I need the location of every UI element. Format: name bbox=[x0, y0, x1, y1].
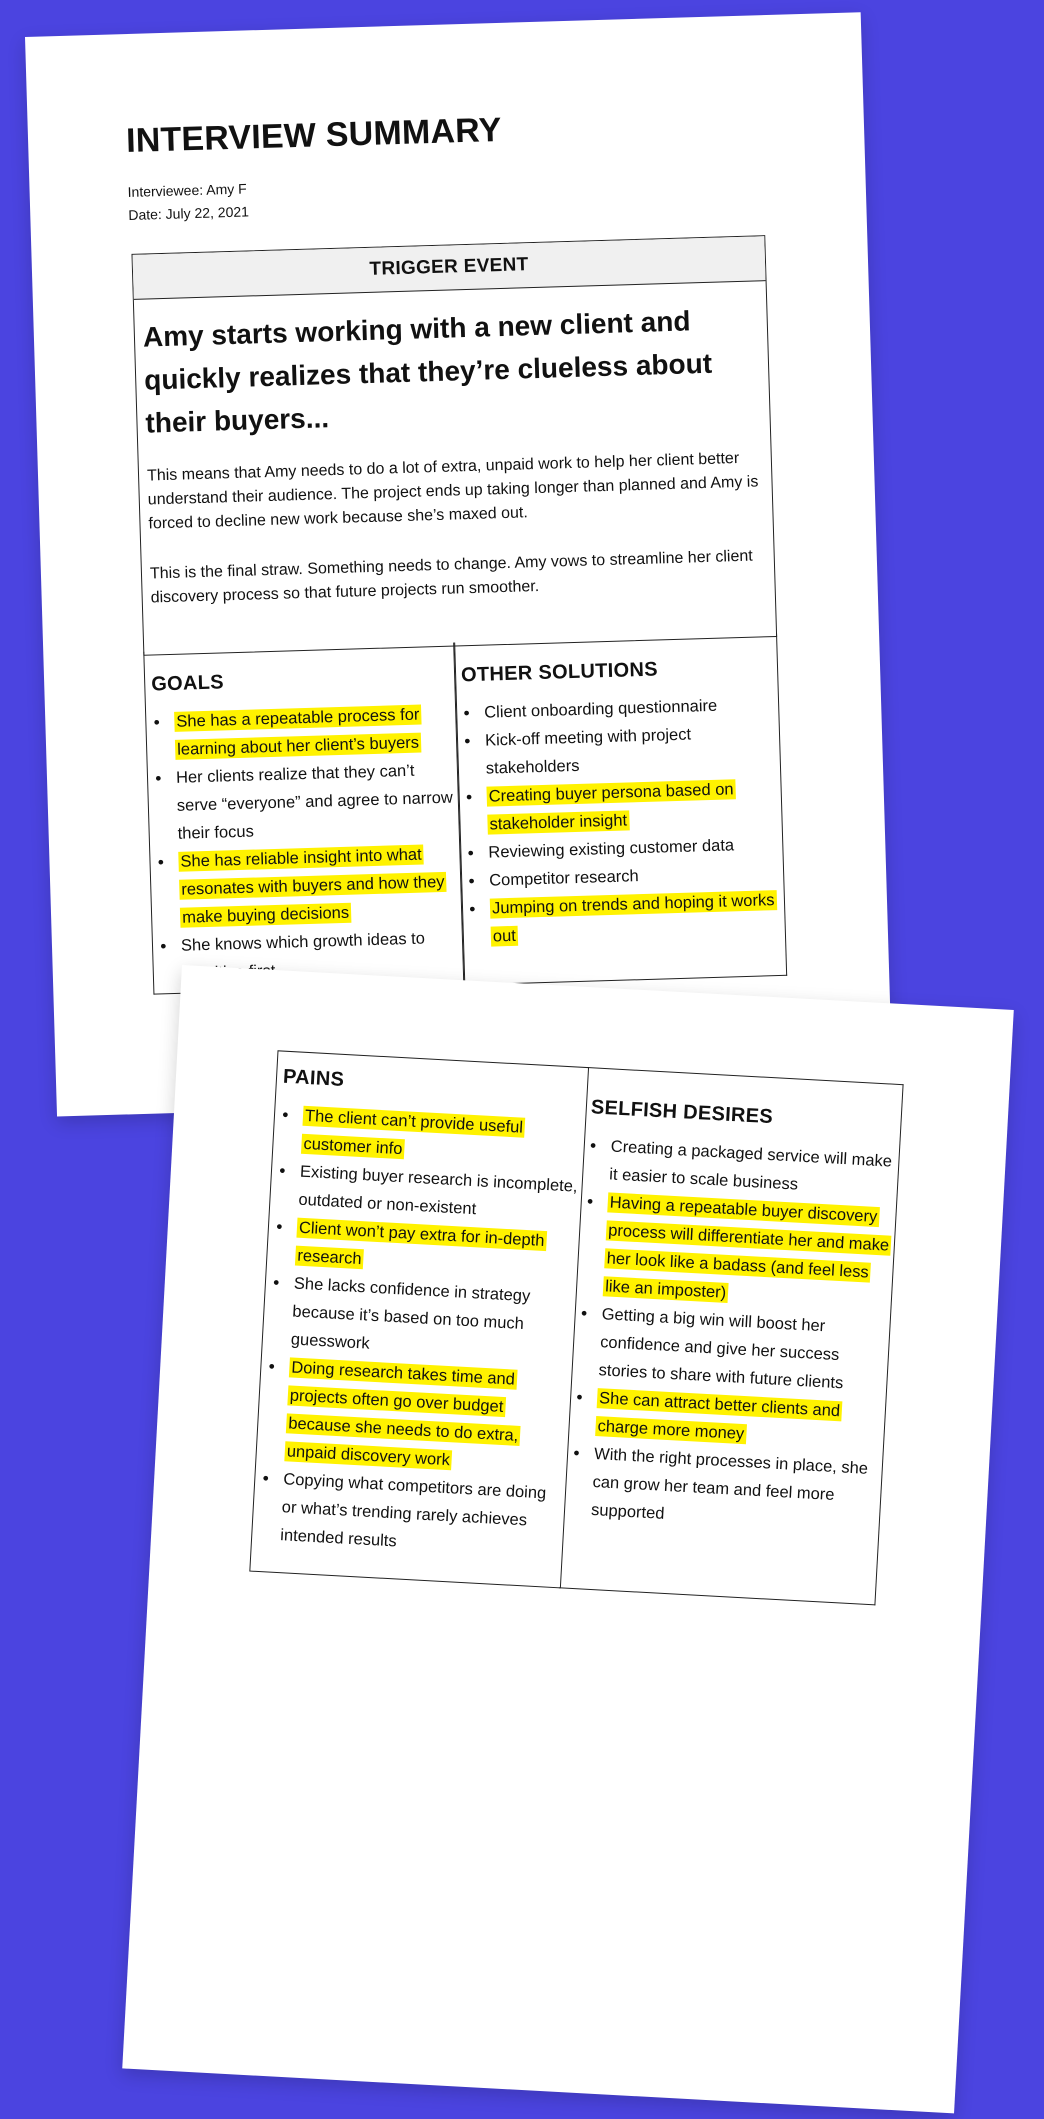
other-solutions-header: OTHER SOLUTIONS bbox=[460, 658, 659, 687]
selfish-desires-list bbox=[562, 1131, 899, 1540]
other-solutions-column bbox=[453, 633, 787, 985]
trigger-paragraph-2: This is the final straw. Something needs to change. Amy vows to streamline her client discovery process so that future projects run smoother. bbox=[149, 547, 753, 607]
list-item-text: Client onboarding questionnaire bbox=[483, 696, 718, 722]
list-item-text: Getting a big win will boost her confidence and give her success stories to share with future clients bbox=[598, 1305, 844, 1393]
goals-column bbox=[143, 643, 465, 995]
list-item bbox=[464, 774, 782, 839]
list-item-text: Competitor research bbox=[488, 867, 639, 890]
trigger-event-box bbox=[131, 235, 777, 656]
list-item-text: She has a repeatable process for learning about her client’s buyers bbox=[174, 705, 422, 760]
list-item-text: Her clients realize that they can’t serve “everyone” and agree to narrow their focus bbox=[175, 761, 454, 843]
list-item-text: Reviewing existing customer data bbox=[488, 836, 735, 862]
interviewee-label: Interviewee: Amy F bbox=[127, 180, 247, 201]
pains-column bbox=[249, 1050, 589, 1588]
list-item-text: She has reliable insight into what resonates with buyers and how they make buying decisions bbox=[178, 845, 447, 928]
list-item bbox=[463, 718, 781, 783]
list-item-text: Doing research takes time and projects often go over budget because she needs to do extra, unpaid discovery work bbox=[284, 1357, 521, 1470]
list-item bbox=[152, 700, 458, 765]
list-item-text: Existing buyer research is incomplete, outdated or non-existent bbox=[297, 1162, 578, 1219]
list-item bbox=[468, 886, 786, 951]
summary-page bbox=[25, 12, 893, 1116]
pains-list bbox=[252, 1100, 586, 1564]
list-item-text: She can attract better clients and charge more money bbox=[595, 1388, 842, 1444]
goals-list bbox=[146, 700, 464, 989]
list-item-text: Client won’t pay extra for in-depth research bbox=[295, 1218, 547, 1270]
list-item bbox=[268, 1268, 576, 1368]
trigger-event-header: TRIGGER EVENT bbox=[133, 236, 766, 300]
list-item bbox=[568, 1439, 882, 1540]
date-label: Date: July 22, 2021 bbox=[128, 203, 250, 224]
other-solutions-list bbox=[456, 690, 785, 951]
list-item bbox=[581, 1187, 897, 1316]
selfish-desires-header: SELFISH DESIRES bbox=[590, 1096, 774, 1129]
trigger-event-headline: Amy starts working with a new client and quickly realizes that they’re clueless about their buyers... bbox=[142, 305, 713, 439]
list-item-text: Jumping on trends and hoping it works out bbox=[490, 890, 777, 946]
pains-header: PAINS bbox=[282, 1065, 345, 1091]
list-item-text: Having a repeatable buyer discovery process will differentiate her and make her look like a badass (and feel less like an imposter) bbox=[603, 1192, 892, 1303]
page-title: INTERVIEW SUMMARY bbox=[125, 110, 503, 161]
list-item bbox=[156, 839, 462, 932]
list-item bbox=[262, 1352, 572, 1480]
list-item-text: With the right processes in place, she can grow her team and feel more supported bbox=[590, 1445, 869, 1523]
list-item-text: The client can’t provide useful customer info bbox=[301, 1106, 526, 1160]
list-item-text: Creating buyer persona based on stakeholder insight bbox=[486, 779, 735, 834]
trigger-paragraph-1: This means that Amy needs to do a lot of extra, unpaid work to help her client better understand their audience. The project ends up taking longer than planned and Amy is forced to decline new work because she’s maxed out. bbox=[146, 450, 759, 533]
list-item bbox=[154, 755, 460, 848]
list-item-text: Creating a packaged service will make it easier to scale business bbox=[608, 1137, 893, 1194]
list-item-text: She knows which growth ideas to bbox=[180, 929, 426, 955]
list-item bbox=[258, 1464, 566, 1564]
list-item-text: Copying what competitors are doing or what’s trending rarely achieves intended results bbox=[279, 1470, 547, 1551]
list-item-text: Kick-off meeting with project stakeholders bbox=[484, 725, 692, 778]
list-item-text: She lacks confidence in strategy because it’s based on too much guesswork bbox=[290, 1274, 531, 1353]
goals-header: GOALS bbox=[150, 671, 225, 696]
pains-desires-page bbox=[122, 965, 1014, 2113]
selfish-desires-column bbox=[559, 1067, 904, 1605]
